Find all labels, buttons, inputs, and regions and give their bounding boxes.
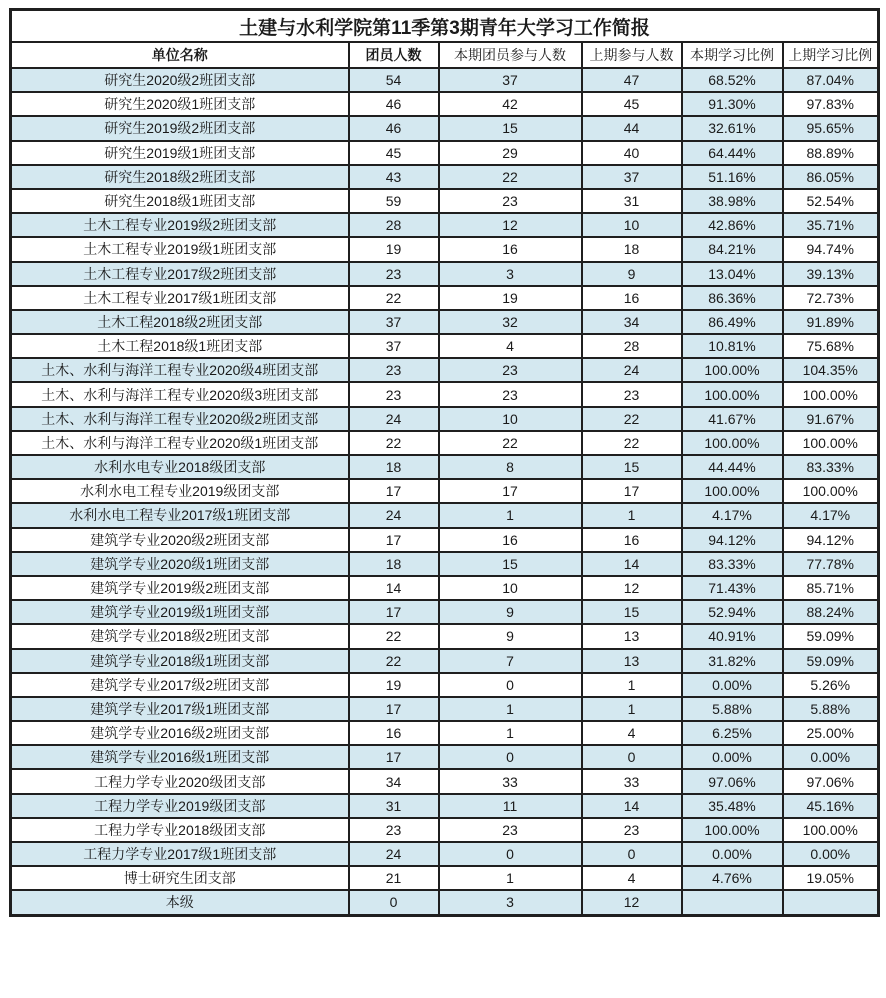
cell-previous-participants: 33	[582, 769, 682, 793]
cell-member-count: 18	[349, 552, 439, 576]
table-row	[11, 358, 879, 382]
cell-current-ratio: 6.25%	[682, 721, 783, 745]
cell-member-count: 22	[349, 624, 439, 648]
cell-unit-name: 水利水电工程专业2019级团支部	[11, 479, 349, 503]
cell-member-count: 19	[349, 673, 439, 697]
table-row	[11, 92, 879, 116]
cell-member-count: 22	[349, 431, 439, 455]
cell-previous-ratio: 19.05%	[783, 866, 879, 890]
cell-current-participants: 32	[439, 310, 582, 334]
cell-previous-participants: 0	[582, 842, 682, 866]
cell-member-count: 18	[349, 455, 439, 479]
table-row	[11, 721, 879, 745]
cell-current-ratio	[682, 890, 783, 915]
cell-current-participants: 23	[439, 189, 582, 213]
cell-current-participants: 0	[439, 745, 582, 769]
cell-unit-name: 建筑学专业2020级2班团支部	[11, 528, 349, 552]
cell-current-participants: 16	[439, 528, 582, 552]
cell-previous-ratio: 52.54%	[783, 189, 879, 213]
cell-previous-ratio: 94.12%	[783, 528, 879, 552]
cell-current-participants: 23	[439, 382, 582, 406]
cell-unit-name: 研究生2020级1班团支部	[11, 92, 349, 116]
cell-member-count: 46	[349, 116, 439, 140]
cell-previous-participants: 15	[582, 600, 682, 624]
cell-previous-ratio: 86.05%	[783, 165, 879, 189]
cell-current-ratio: 100.00%	[682, 382, 783, 406]
cell-current-ratio: 31.82%	[682, 649, 783, 673]
cell-current-ratio: 100.00%	[682, 479, 783, 503]
cell-current-ratio: 71.43%	[682, 576, 783, 600]
cell-current-participants: 3	[439, 890, 582, 915]
cell-previous-ratio: 4.17%	[783, 503, 879, 527]
cell-previous-ratio: 45.16%	[783, 794, 879, 818]
cell-member-count: 19	[349, 237, 439, 261]
cell-unit-name: 研究生2019级2班团支部	[11, 116, 349, 140]
cell-previous-ratio: 100.00%	[783, 382, 879, 406]
cell-current-ratio: 64.44%	[682, 141, 783, 165]
cell-current-ratio: 91.30%	[682, 92, 783, 116]
cell-current-participants: 22	[439, 431, 582, 455]
table-row	[11, 649, 879, 673]
cell-member-count: 23	[349, 262, 439, 286]
cell-previous-participants: 28	[582, 334, 682, 358]
table-row	[11, 262, 879, 286]
table-body	[11, 68, 879, 915]
cell-previous-participants: 45	[582, 92, 682, 116]
cell-unit-name: 水利水电专业2018级团支部	[11, 455, 349, 479]
cell-current-participants: 1	[439, 503, 582, 527]
cell-previous-participants: 16	[582, 286, 682, 310]
cell-unit-name: 土木工程专业2017级2班团支部	[11, 262, 349, 286]
cell-member-count: 34	[349, 769, 439, 793]
table-row	[11, 237, 879, 261]
cell-previous-participants: 14	[582, 552, 682, 576]
cell-previous-ratio: 72.73%	[783, 286, 879, 310]
cell-previous-participants: 17	[582, 479, 682, 503]
cell-unit-name: 建筑学专业2018级2班团支部	[11, 624, 349, 648]
cell-current-ratio: 40.91%	[682, 624, 783, 648]
cell-previous-ratio: 83.33%	[783, 455, 879, 479]
cell-previous-participants: 31	[582, 189, 682, 213]
cell-current-participants: 1	[439, 721, 582, 745]
cell-unit-name: 土木工程2018级2班团支部	[11, 310, 349, 334]
table-row	[11, 552, 879, 576]
cell-unit-name: 建筑学专业2020级1班团支部	[11, 552, 349, 576]
cell-member-count: 14	[349, 576, 439, 600]
cell-member-count: 23	[349, 382, 439, 406]
table-row	[11, 407, 879, 431]
table-row	[11, 890, 879, 915]
cell-member-count: 24	[349, 503, 439, 527]
cell-current-ratio: 100.00%	[682, 431, 783, 455]
cell-previous-ratio: 5.26%	[783, 673, 879, 697]
cell-current-ratio: 38.98%	[682, 189, 783, 213]
cell-previous-participants: 22	[582, 407, 682, 431]
cell-current-participants: 1	[439, 866, 582, 890]
cell-current-ratio: 42.86%	[682, 213, 783, 237]
cell-previous-participants: 44	[582, 116, 682, 140]
cell-previous-ratio: 94.74%	[783, 237, 879, 261]
cell-unit-name: 建筑学专业2018级1班团支部	[11, 649, 349, 673]
cell-previous-ratio: 104.35%	[783, 358, 879, 382]
cell-current-participants: 9	[439, 600, 582, 624]
cell-current-ratio: 35.48%	[682, 794, 783, 818]
cell-current-ratio: 51.16%	[682, 165, 783, 189]
cell-previous-ratio: 87.04%	[783, 68, 879, 92]
cell-previous-ratio: 5.88%	[783, 697, 879, 721]
cell-previous-ratio: 75.68%	[783, 334, 879, 358]
cell-current-ratio: 44.44%	[682, 455, 783, 479]
cell-unit-name: 研究生2020级2班团支部	[11, 68, 349, 92]
cell-current-participants: 0	[439, 842, 582, 866]
cell-previous-participants: 23	[582, 818, 682, 842]
cell-previous-ratio: 97.83%	[783, 92, 879, 116]
cell-current-participants: 22	[439, 165, 582, 189]
cell-unit-name: 土木、水利与海洋工程专业2020级3班团支部	[11, 382, 349, 406]
cell-previous-ratio: 59.09%	[783, 649, 879, 673]
cell-unit-name: 建筑学专业2019级1班团支部	[11, 600, 349, 624]
cell-member-count: 17	[349, 697, 439, 721]
table-row	[11, 842, 879, 866]
cell-previous-ratio: 59.09%	[783, 624, 879, 648]
table-row	[11, 576, 879, 600]
cell-previous-participants: 34	[582, 310, 682, 334]
table-row	[11, 189, 879, 213]
cell-current-ratio: 0.00%	[682, 842, 783, 866]
cell-current-participants: 17	[439, 479, 582, 503]
cell-current-participants: 37	[439, 68, 582, 92]
cell-unit-name: 工程力学专业2019级团支部	[11, 794, 349, 818]
table-row	[11, 165, 879, 189]
cell-current-participants: 42	[439, 92, 582, 116]
table-row	[11, 866, 879, 890]
cell-previous-ratio: 88.89%	[783, 141, 879, 165]
table-row	[11, 769, 879, 793]
title-row	[11, 10, 879, 43]
cell-member-count: 17	[349, 528, 439, 552]
cell-unit-name: 土木、水利与海洋工程专业2020级4班团支部	[11, 358, 349, 382]
cell-member-count: 23	[349, 358, 439, 382]
cell-current-ratio: 0.00%	[682, 745, 783, 769]
cell-member-count: 54	[349, 68, 439, 92]
study-report-table	[9, 8, 880, 917]
cell-unit-name: 工程力学专业2020级团支部	[11, 769, 349, 793]
cell-current-ratio: 86.49%	[682, 310, 783, 334]
cell-current-ratio: 13.04%	[682, 262, 783, 286]
cell-previous-ratio: 95.65%	[783, 116, 879, 140]
cell-previous-ratio	[783, 890, 879, 915]
table-row	[11, 334, 879, 358]
cell-unit-name: 建筑学专业2016级2班团支部	[11, 721, 349, 745]
cell-current-ratio: 32.61%	[682, 116, 783, 140]
cell-previous-participants: 4	[582, 721, 682, 745]
cell-previous-participants: 13	[582, 624, 682, 648]
cell-unit-name: 本级	[11, 890, 349, 915]
cell-current-participants: 15	[439, 552, 582, 576]
table-row	[11, 68, 879, 92]
cell-previous-participants: 23	[582, 382, 682, 406]
cell-previous-ratio: 77.78%	[783, 552, 879, 576]
table-row	[11, 213, 879, 237]
cell-previous-ratio: 35.71%	[783, 213, 879, 237]
cell-member-count: 37	[349, 334, 439, 358]
cell-member-count: 23	[349, 818, 439, 842]
cell-previous-participants: 1	[582, 673, 682, 697]
cell-member-count: 17	[349, 479, 439, 503]
col-header-unit-name: 单位名称	[11, 42, 349, 68]
cell-previous-ratio: 0.00%	[783, 745, 879, 769]
table-row	[11, 503, 879, 527]
cell-previous-ratio: 91.89%	[783, 310, 879, 334]
cell-current-ratio: 100.00%	[682, 358, 783, 382]
cell-previous-ratio: 85.71%	[783, 576, 879, 600]
cell-unit-name: 建筑学专业2016级1班团支部	[11, 745, 349, 769]
cell-unit-name: 研究生2018级2班团支部	[11, 165, 349, 189]
col-header-previous-participants: 上期参与人数	[582, 42, 682, 68]
table-row	[11, 455, 879, 479]
cell-member-count: 22	[349, 649, 439, 673]
cell-current-participants: 19	[439, 286, 582, 310]
col-header-current-participants: 本期团员参与人数	[439, 42, 582, 68]
cell-previous-ratio: 39.13%	[783, 262, 879, 286]
cell-previous-ratio: 25.00%	[783, 721, 879, 745]
cell-current-ratio: 52.94%	[682, 600, 783, 624]
cell-previous-participants: 1	[582, 503, 682, 527]
cell-member-count: 22	[349, 286, 439, 310]
cell-previous-participants: 40	[582, 141, 682, 165]
cell-member-count: 16	[349, 721, 439, 745]
cell-current-participants: 10	[439, 576, 582, 600]
table-row	[11, 479, 879, 503]
cell-current-ratio: 83.33%	[682, 552, 783, 576]
table-row	[11, 382, 879, 406]
cell-current-participants: 29	[439, 141, 582, 165]
cell-previous-participants: 10	[582, 213, 682, 237]
cell-current-ratio: 94.12%	[682, 528, 783, 552]
table-row	[11, 818, 879, 842]
cell-unit-name: 工程力学专业2017级1班团支部	[11, 842, 349, 866]
cell-previous-participants: 1	[582, 697, 682, 721]
cell-current-participants: 8	[439, 455, 582, 479]
cell-current-participants: 0	[439, 673, 582, 697]
table-row	[11, 528, 879, 552]
cell-unit-name: 土木工程专业2019级1班团支部	[11, 237, 349, 261]
cell-member-count: 28	[349, 213, 439, 237]
cell-member-count: 31	[349, 794, 439, 818]
cell-current-ratio: 84.21%	[682, 237, 783, 261]
cell-member-count: 24	[349, 407, 439, 431]
cell-previous-participants: 13	[582, 649, 682, 673]
table-row	[11, 116, 879, 140]
report-title: 土建与水利学院第11季第3期青年大学习工作简报	[11, 10, 879, 43]
cell-member-count: 45	[349, 141, 439, 165]
table-row	[11, 745, 879, 769]
cell-unit-name: 土木工程专业2017级1班团支部	[11, 286, 349, 310]
cell-previous-ratio: 91.67%	[783, 407, 879, 431]
cell-current-participants: 33	[439, 769, 582, 793]
cell-current-ratio: 0.00%	[682, 673, 783, 697]
cell-previous-ratio: 88.24%	[783, 600, 879, 624]
cell-previous-participants: 9	[582, 262, 682, 286]
table-row	[11, 697, 879, 721]
cell-current-participants: 4	[439, 334, 582, 358]
cell-current-ratio: 4.76%	[682, 866, 783, 890]
cell-unit-name: 土木、水利与海洋工程专业2020级1班团支部	[11, 431, 349, 455]
cell-previous-participants: 14	[582, 794, 682, 818]
cell-member-count: 24	[349, 842, 439, 866]
cell-previous-participants: 12	[582, 576, 682, 600]
table-row	[11, 600, 879, 624]
cell-previous-participants: 12	[582, 890, 682, 915]
table-row	[11, 624, 879, 648]
cell-current-ratio: 68.52%	[682, 68, 783, 92]
cell-current-ratio: 41.67%	[682, 407, 783, 431]
cell-unit-name: 土木、水利与海洋工程专业2020级2班团支部	[11, 407, 349, 431]
table-header-row	[11, 42, 879, 68]
cell-unit-name: 水利水电工程专业2017级1班团支部	[11, 503, 349, 527]
cell-current-ratio: 4.17%	[682, 503, 783, 527]
cell-current-participants: 11	[439, 794, 582, 818]
cell-member-count: 46	[349, 92, 439, 116]
cell-unit-name: 工程力学专业2018级团支部	[11, 818, 349, 842]
cell-unit-name: 土木工程专业2019级2班团支部	[11, 213, 349, 237]
cell-unit-name: 建筑学专业2017级1班团支部	[11, 697, 349, 721]
cell-previous-participants: 16	[582, 528, 682, 552]
cell-previous-ratio: 100.00%	[783, 818, 879, 842]
cell-previous-participants: 0	[582, 745, 682, 769]
cell-current-ratio: 10.81%	[682, 334, 783, 358]
table-row	[11, 673, 879, 697]
cell-current-participants: 1	[439, 697, 582, 721]
cell-current-participants: 9	[439, 624, 582, 648]
cell-previous-participants: 24	[582, 358, 682, 382]
cell-previous-participants: 18	[582, 237, 682, 261]
cell-member-count: 17	[349, 600, 439, 624]
cell-previous-ratio: 97.06%	[783, 769, 879, 793]
cell-current-participants: 23	[439, 358, 582, 382]
cell-unit-name: 建筑学专业2017级2班团支部	[11, 673, 349, 697]
cell-previous-ratio: 0.00%	[783, 842, 879, 866]
col-header-member-count: 团员人数	[349, 42, 439, 68]
cell-current-ratio: 100.00%	[682, 818, 783, 842]
cell-previous-ratio: 100.00%	[783, 431, 879, 455]
table-row	[11, 310, 879, 334]
cell-member-count: 17	[349, 745, 439, 769]
cell-previous-participants: 22	[582, 431, 682, 455]
cell-member-count: 43	[349, 165, 439, 189]
cell-current-ratio: 86.36%	[682, 286, 783, 310]
cell-previous-participants: 37	[582, 165, 682, 189]
table-row	[11, 431, 879, 455]
cell-member-count: 0	[349, 890, 439, 915]
cell-previous-ratio: 100.00%	[783, 479, 879, 503]
col-header-previous-ratio: 上期学习比例	[783, 42, 879, 68]
cell-unit-name: 建筑学专业2019级2班团支部	[11, 576, 349, 600]
cell-current-participants: 12	[439, 213, 582, 237]
cell-unit-name: 研究生2018级1班团支部	[11, 189, 349, 213]
cell-current-ratio: 97.06%	[682, 769, 783, 793]
table-row	[11, 794, 879, 818]
cell-previous-participants: 47	[582, 68, 682, 92]
cell-current-ratio: 5.88%	[682, 697, 783, 721]
cell-current-participants: 23	[439, 818, 582, 842]
cell-current-participants: 7	[439, 649, 582, 673]
col-header-current-ratio: 本期学习比例	[682, 42, 783, 68]
cell-current-participants: 3	[439, 262, 582, 286]
cell-previous-participants: 15	[582, 455, 682, 479]
table-row	[11, 141, 879, 165]
cell-current-participants: 16	[439, 237, 582, 261]
cell-unit-name: 研究生2019级1班团支部	[11, 141, 349, 165]
cell-unit-name: 土木工程2018级1班团支部	[11, 334, 349, 358]
cell-previous-participants: 4	[582, 866, 682, 890]
cell-member-count: 21	[349, 866, 439, 890]
cell-unit-name: 博士研究生团支部	[11, 866, 349, 890]
cell-member-count: 59	[349, 189, 439, 213]
table-row	[11, 286, 879, 310]
cell-current-participants: 10	[439, 407, 582, 431]
cell-current-participants: 15	[439, 116, 582, 140]
cell-member-count: 37	[349, 310, 439, 334]
